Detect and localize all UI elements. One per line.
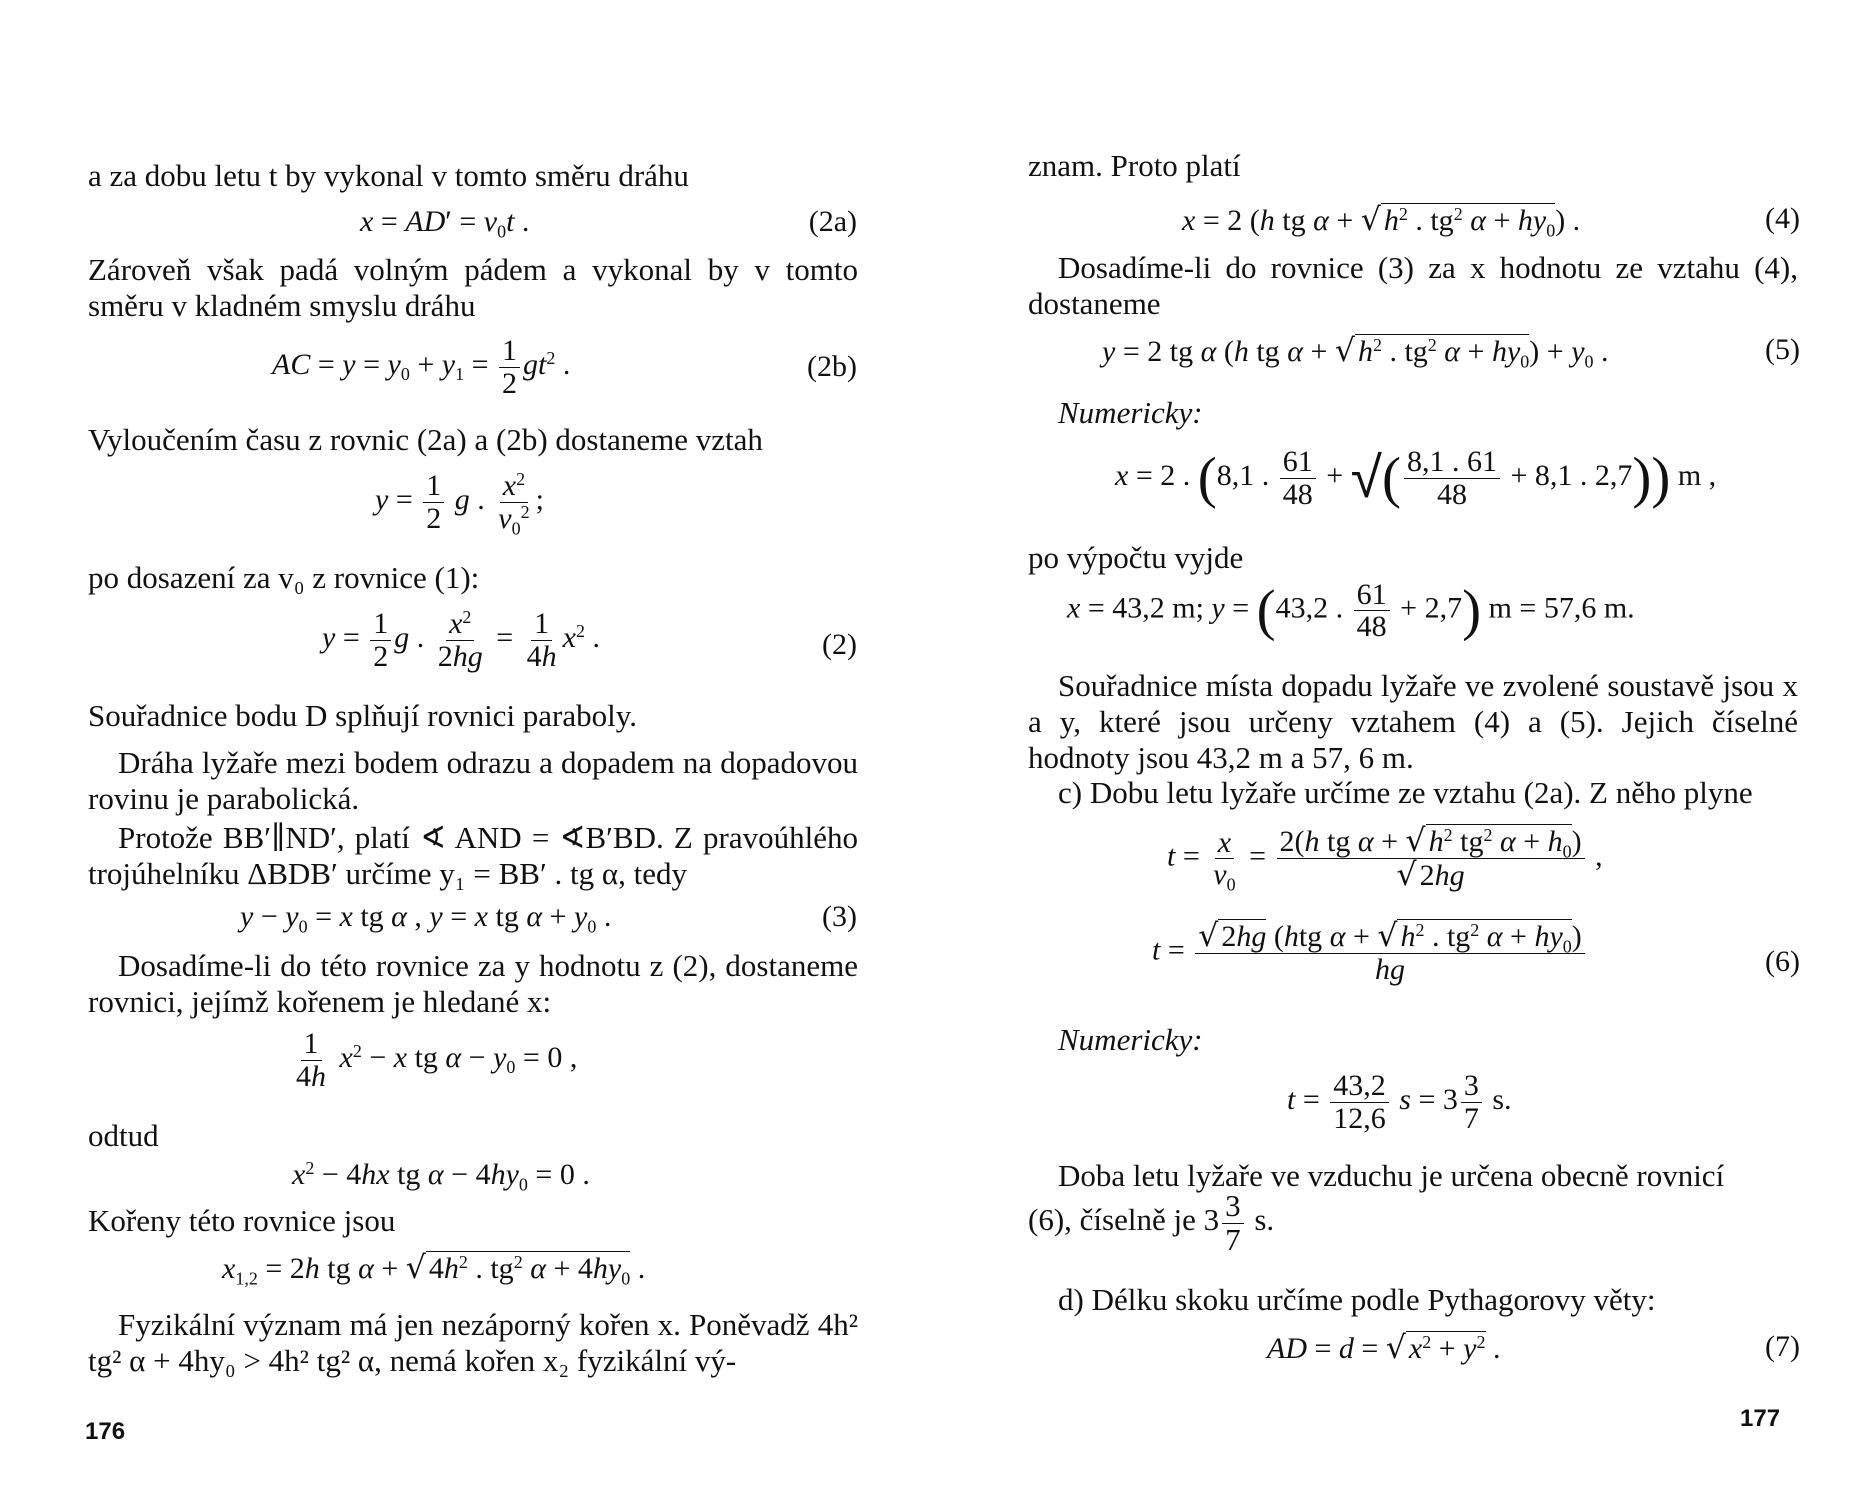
paragraph: Souřadnice místa dopadu lyžaře ve zvolené soustavě jsou x a y, které jsou určeny vztahem (4) a (5). Jejich číselné hodnoty jsou 43,2 m a 57, 6 m. [1028,668,1798,775]
paragraph: Protože BB′∥ND′, platí ∢ AND = ∢B′BD. Z pravoúhlého trojúhelníku ΔBDB′ určíme y₁ = BB′ . tg α, tedy [88,820,858,891]
equation-label: (6) [1765,945,1800,978]
equation-2a: $x = AD' = v_0t$ . [360,205,530,242]
paragraph: d) Délku skoku určíme podle Pythagorovy věty: [1058,1282,1656,1317]
equation-label: (4) [1765,202,1800,235]
paragraph: Doba letu lyžaře ve vzduchu je určena obecně rovnicí [1058,1158,1725,1193]
equation-t-numeric: t = $\frac{43,2}{12,6}$ s = 3 $\frac{3}{7}$ s. [1287,1069,1512,1135]
numericky-label: Numericky: [1058,395,1203,430]
equation-label: (2b) [807,350,857,383]
paragraph: Dráha lyžaře mezi bodem odrazu a dopadem na dopadovou rovinu je parabolická. [88,745,858,816]
equation-5: y = 2 tg α (h tg α + √ $h^2$ . $tg^2$ $\alpha + hy_0) + y_0$ . [1102,333,1609,372]
paragraph: Fyzikální význam má jen nezáporný kořen x. Poněvadž 4h² tg² α + 4hy₀ > 4h² tg² α, nemá kořen x₂ fyzikální vý- [88,1307,858,1378]
equation-numeric-x: x = 2 . (8,1 . $\frac{61}{48}$ + √( $\frac{8,1 . 61}{48}$ + 8,1 . 2,7)) m , [1115,445,1717,511]
paragraph: Dosadíme-li do této rovnice za y hodnotu z (2), dostaneme rovnici, jejímž kořenem je hledané x: [88,948,858,1019]
equation-quadratic: $\frac{1}{4h}$ $x^2 - x$ tg $\alpha - y_0 = 0$ , [296,1027,578,1093]
paragraph: Vyloučením času z rovnic (2a) a (2b) dostaneme vztah [88,422,763,457]
equation-2b: AC = $y = y_0 + y_1$ = $\frac{1}{2}$ $gt^2$ . [272,334,571,400]
paragraph: po dosazení za v₀ z rovnice (1): [88,560,480,595]
equation-quadratic-2: $x^2 - 4hx$ tg $\alpha - 4hy_0 = 0$ . [292,1158,590,1195]
equation-label: (7) [1765,1330,1800,1363]
paragraph-fraction: (6), číselně je 3 $\frac{3}{7}$ s. [1028,1188,1275,1257]
paragraph: po výpočtu vyjde [1028,540,1244,575]
equation-label: (2a) [808,205,857,238]
equation-y-mid: y = $\frac{1}{2}$ g . $\frac{x^2}{v_0^2}$ ; [375,469,544,538]
equation-3: $y - y_0 = x$ tg α , y = x tg $\alpha + y_0$ . [240,900,612,937]
right-page [937,0,1874,1500]
equation-label: (5) [1765,333,1800,366]
equation-6: t = $\frac{√ 2hg (htg \alpha + √ h^2 . tg^2 \alpha + hy_0)}{hg}$ [1152,920,1588,986]
numericky-label: Numericky: [1058,1022,1203,1057]
page-number: 176 [85,1418,126,1445]
paragraph: Dosadíme-li do rovnice (3) za x hodnotu ze vztahu (4), dostaneme [1028,250,1798,321]
paragraph: znam. Proto platí [1028,148,1241,183]
equation-7: AD = d = √ $x^2 + y^2$ . [1267,1330,1501,1366]
equation-t1: t = $\frac{x}{v_0}$ = $\frac{2(h tg \alpha + √ h^2 tg^2 \alpha + h_0)}{√ 2hg}$ , [1167,823,1603,895]
paragraph: a za dobu letu t by vykonal v tomto směru dráhu [88,158,689,193]
equation-label: (3) [822,900,857,933]
paragraph: Souřadnice bodu D splňují rovnici paraboly. [88,698,637,733]
equation-result: x = 43,2 m; y = (43,2 . $\frac{61}{48}$ + 2,7) m = 57,6 m. [1067,577,1635,643]
page-number: 177 [1740,1405,1781,1432]
paragraph: Kořeny této rovnice jsou [88,1203,396,1238]
equation-label: (2) [822,628,857,661]
paragraph: odtud [88,1118,159,1153]
equation-2: y = $\frac{1}{2}$ g . $\frac{x^2}{2hg}$ = $\frac{1}{4h}$ $x^2$ . [322,607,600,673]
equation-roots: $x_{1,2} = 2h$ tg α + √ $4h^2$ . $tg^2$ $\alpha + 4hy_0$ . [222,1250,646,1289]
equation-4: x = 2 (h tg α + √ $h^2$ . $tg^2$ $\alpha + hy_0$) . [1182,202,1581,241]
paragraph: c) Dobu letu lyžaře určíme ze vztahu (2a). Z něho plyne [1058,775,1753,810]
paragraph: Zároveň však padá volným pádem a vykonal by v tomto směru v kladném smyslu dráhu [88,252,858,323]
